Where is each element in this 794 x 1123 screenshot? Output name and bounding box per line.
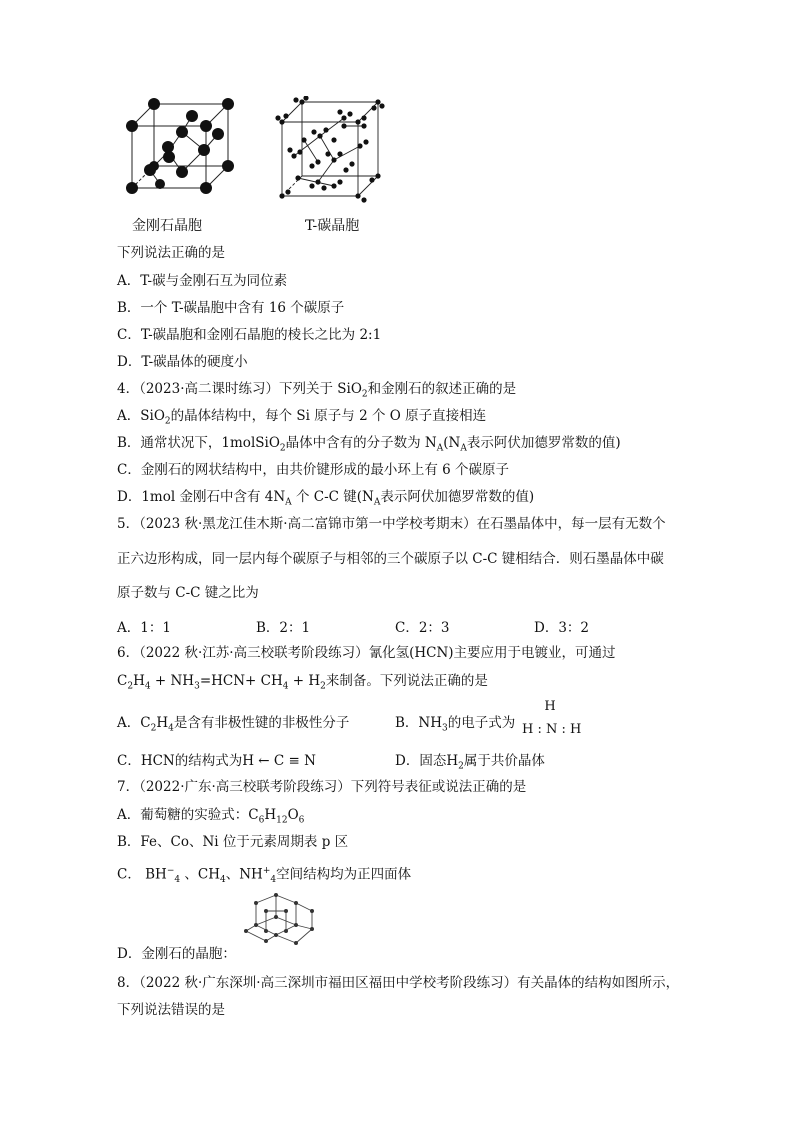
q7-stem: 7．（2022·广东·高三校联考阶段练习）下列符号表征或说法正确的是: [117, 779, 527, 795]
q3-option-a: A．T-碳与金刚石互为同位素: [117, 273, 288, 289]
q8-line-2: 下列说法错误的是: [117, 1002, 225, 1018]
q6-option-b: B．$NH_3$的电子式为: [395, 715, 516, 734]
q7-option-b: B．Fe、Co、Ni 位于元素周期表 p 区: [117, 834, 349, 850]
q6-line-1: 6．（2022 秋·江苏·高三校联考阶段练习）氰化氢(HCN)主要应用于电镀业，可通过: [117, 645, 616, 661]
diamond-cell-figure: [120, 92, 245, 204]
nh3-electron-formula: [522, 700, 581, 736]
q3-stem: 下列说法正确的是: [117, 245, 225, 261]
q5-line-2: 正六边形构成，同一层内每个碳原子与相邻的三个碳原子以 C-C 键相结合．则石墨晶体中碳: [117, 551, 664, 567]
q6-option-c: C．HCN的结构式为H ← C ≡ N: [117, 753, 316, 769]
q3-option-d: D．T-碳晶体的硬度小: [117, 354, 248, 370]
q5-line-1: 5．（2023 秋·黑龙江佳木斯·高二富锦市第一中学校考期末）在石墨晶体中，每一层有无数个: [117, 516, 666, 532]
lewis-middle: H : N : H: [522, 722, 582, 737]
diamond-cell-caption: 金刚石晶胞: [132, 218, 202, 234]
q8-line-1: 8．（2022 秋·广东深圳·高三深圳市福田区福田中学校考阶段练习）有关晶体的结构如图所示，: [117, 975, 680, 991]
q5-option-c: C．2：3: [395, 620, 450, 636]
q4-option-b: B．通常状况下，1molSiO$_2$晶体中含有的分子数为 $N_A(N_A$表示阿伏加德罗常数的值): [117, 435, 621, 454]
q5-option-a: A．1：1: [117, 620, 171, 636]
t-carbon-cell-caption: T-碳晶胞: [305, 218, 360, 234]
q6-equation: $C_2H_4 + NH_3=HCN+ CH_4 + H_2$来制备。下列说法正确的是: [117, 673, 488, 692]
q7-option-c: C． $BH^-_4$ 、$CH_4$、$NH^+_4$空间结构均为正四面体: [117, 866, 412, 886]
t-carbon-cell-figure: [274, 96, 386, 208]
diamond-crystal-small-figure: [242, 889, 322, 949]
q6-option-a: A．$C_2H_4$是含有非极性键的非极性分子: [117, 715, 350, 734]
q4-option-a: A．SiO$_2$的晶体结构中，每个 Si 原子与 2 个 O 原子直接相连: [117, 408, 487, 427]
q4-option-d: D．1mol 金刚石中含有 $4N_A$ 个 C-C 键($N_A$表示阿伏加德罗常数的值): [117, 489, 535, 508]
q5-option-d: D．3：2: [534, 620, 590, 636]
q4-stem: 4．（2023·高二课时练习）下列关于 SiO$_2$和金刚石的叙述正确的是: [117, 381, 517, 400]
q3-option-c: C．T-碳晶胞和金刚石晶胞的棱长之比为 2:1: [117, 327, 382, 343]
q5-line-3: 原子数与 C-C 键之比为: [117, 585, 259, 601]
lewis-top-h: H: [544, 699, 556, 714]
q3-option-b: B．一个 T-碳晶胞中含有 16 个碳原子: [117, 300, 345, 316]
q4-option-c: C．金刚石的网状结构中，由共价键形成的最小环上有 6 个碳原子: [117, 462, 510, 478]
q7-option-a: A．葡萄糖的实验式：$C_6H_{12}O_6$: [117, 807, 305, 826]
q7-option-d: D．金刚石的晶胞：: [117, 946, 236, 962]
q6-option-d: D．固态$H_2$属于共价晶体: [395, 753, 545, 772]
q5-option-b: B．2：1: [256, 620, 311, 636]
